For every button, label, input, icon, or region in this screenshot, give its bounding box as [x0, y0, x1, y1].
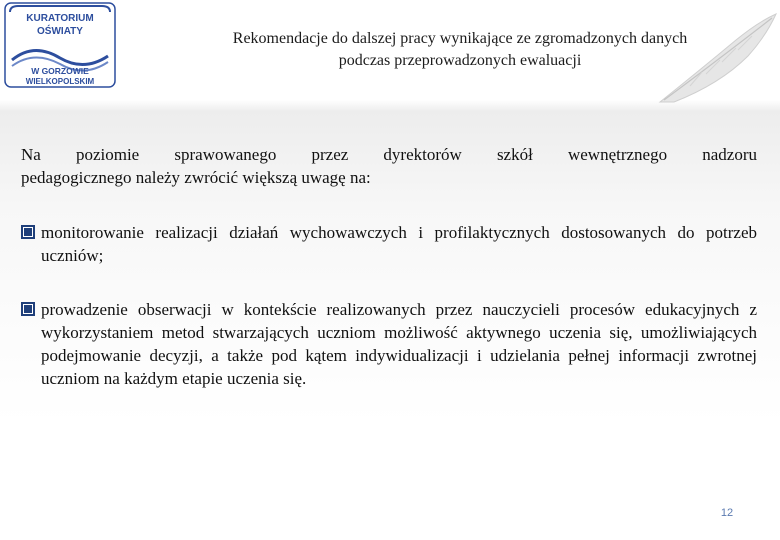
list-item: [21, 221, 757, 267]
logo-line-3: W GORZOWIE: [31, 66, 89, 76]
title-line-1: Rekomendacje do dalszej pracy wynikające ze zgromadzonych danych: [232, 30, 688, 47]
intro-paragraph: [21, 143, 757, 189]
list-item-text: monitorowanie realizacji działań wychowawczych i profilaktycznych dostosowanych do potrzeb uczniów;: [41, 223, 757, 265]
page-number: 12: [720, 507, 734, 519]
intro-line-1: Na poziomie sprawowanego przez dyrektorów szkół wewnętrznego nadzoru: [21, 145, 757, 164]
quill-pen-icon: [640, 10, 780, 110]
intro-line-2: pedagogicznego należy zwrócić większą uwagę na:: [21, 168, 371, 187]
logo-line-2: OŚWIATY: [37, 26, 83, 37]
checkbox-bullet-icon: [21, 302, 35, 316]
kuratorium-logo: [4, 2, 116, 88]
list-item-text: prowadzenie obserwacji w kontekście realizowanych przez nauczycieli procesów edukacyjnych z wykorzystaniem metod stwarzających uczniom możliwość aktywnego uczenia się, umożliwiających podejmowanie decyzji, a także pod kątem indywidualizacji i udzielania pełnej informacji zwrotnej uczniom na każdym etapie uczenia się.: [41, 300, 757, 388]
list-item: [21, 298, 757, 390]
checkbox-bullet-icon: [21, 225, 35, 239]
logo-line-4: WIELKOPOLSKIM: [25, 77, 95, 86]
title-line-2: podczas przeprowadzonych ewaluacji: [338, 52, 582, 69]
logo-line-1: KURATORIUM: [26, 13, 94, 24]
